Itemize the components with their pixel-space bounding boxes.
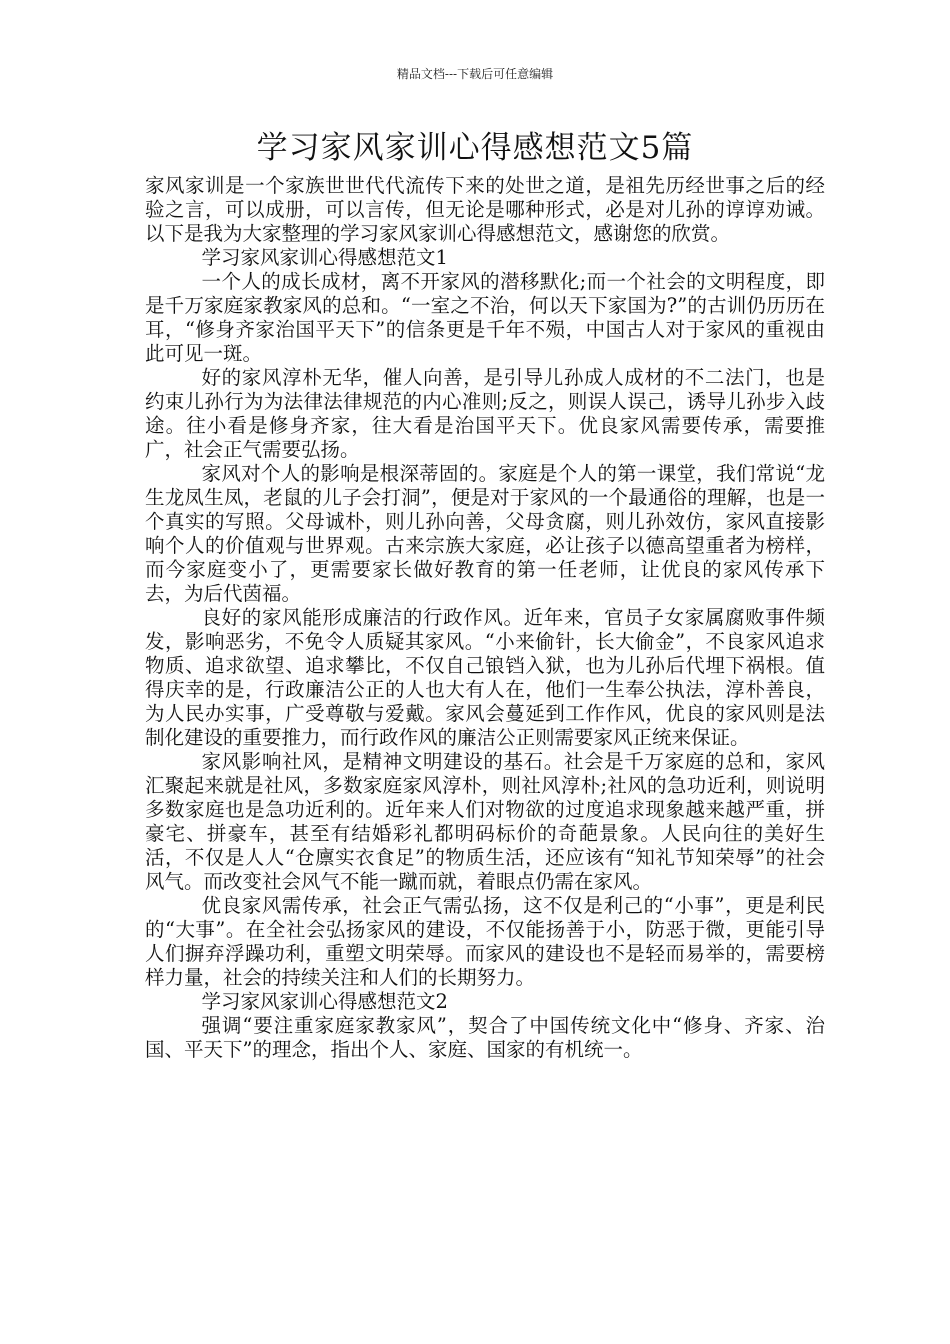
paragraph-7: 强调“要注重家庭家教家风”，契合了中国传统文化中“修身、齐家、治国、平天下”的理念，指出个人、家庭、国家的有机统一。 — [145, 1014, 825, 1061]
paragraph-4: 良好的家风能形成廉洁的行政作风。近年来，官员子女家属腐败事件频发，影响恶劣，不免令人质疑其家风。“小来偷针，长大偷金”，不良家风追求物质、追求欲望、追求攀比，不仅自己锒铛入狱，也为儿孙后代埋下祸根。值得庆幸的是，行政廉洁公正的人也大有人在，他们一生奉公执法，淳朴善良，为人民办实事，广受尊敬与爱戴。家风会蔓延到工作作风，优良的家风则是法制化建设的重要推力，而行政作风的廉洁公正则需要家风正统来保证。 — [145, 606, 825, 749]
intro-paragraph: 家风家训是一个家族世世代代流传下来的处世之道，是祖先历经世事之后的经验之言，可以成册，可以言传，但无论是哪种形式，必是对儿孙的谆谆劝诫。以下是我为大家整理的学习家风家训心得感想范文，感谢您的欣赏。 — [145, 174, 825, 245]
document-title: 学习家风家训心得感想范文5篇 — [256, 130, 694, 166]
document-body — [145, 174, 825, 1062]
section-heading-2: 学习家风家训心得感想范文2 — [201, 990, 448, 1013]
paragraph-6: 优良家风需传承，社会正气需弘扬，这不仅是利己的“小事”，更是利民的“大事”。在全社会弘扬家风的建设，不仅能扬善于小，防恶于微，更能引导人们摒弃浮躁功利，重塑文明荣辱。而家风的建设也不是轻而易举的，需要榜样力量，社会的持续关注和人们的长期努力。 — [145, 894, 825, 989]
paragraph-5: 家风影响社风，是精神文明建设的基石。社会是千万家庭的总和，家风汇聚起来就是社风，多数家庭家风淳朴，则社风淳朴;社风的急功近利，则说明多数家庭也是急功近利的。近年来人们对物欲的过度追求现象越来越严重，拼豪宅、拼豪车，甚至有结婚彩礼都明码标价的奇葩景象。人民向往的美好生活，不仅是人人“仓廪实衣食足”的物质生活，还应该有“知礼节知荣辱”的社会风气。而改变社会风气不能一蹴而就，着眼点仍需在家风。 — [145, 750, 825, 893]
paragraph-2: 好的家风淳朴无华，催人向善，是引导儿孙成人成材的不二法门，也是约束儿孙行为为法律法律规范的内心准则;反之，则误人误己，诱导儿孙步入歧途。往小看是修身齐家，往大看是治国平天下。优良家风需要传承，需要推广，社会正气需要弘扬。 — [145, 366, 825, 461]
section-heading-1: 学习家风家训心得感想范文1 — [201, 246, 448, 269]
paragraph-1: 一个人的成长成材，离不开家风的潜移默化;而一个社会的文明程度，即是千万家庭家教家风的总和。“一室之不治，何以天下家国为?”的古训仍历历在耳，“修身齐家治国平天下”的信条更是千年不殒，中国古人对于家风的重视由此可见一斑。 — [145, 270, 825, 365]
header-note: 精品文档---下载后可任意编辑 — [396, 67, 554, 81]
paragraph-3: 家风对个人的影响是根深蒂固的。家庭是个人的第一课堂，我们常说“龙生龙凤生凤，老鼠的儿子会打洞”，便是对于家风的一个最通俗的理解，也是一个真实的写照。父母诚朴，则儿孙向善，父母贪腐，则儿孙效仿，家风直接影响个人的价值观与世界观。古来宗族大家庭，必让孩子以德高望重者为榜样，而今家庭变小了，更需要家长做好教育的第一任老师，让优良的家风传承下去，为后代茵福。 — [145, 462, 825, 605]
